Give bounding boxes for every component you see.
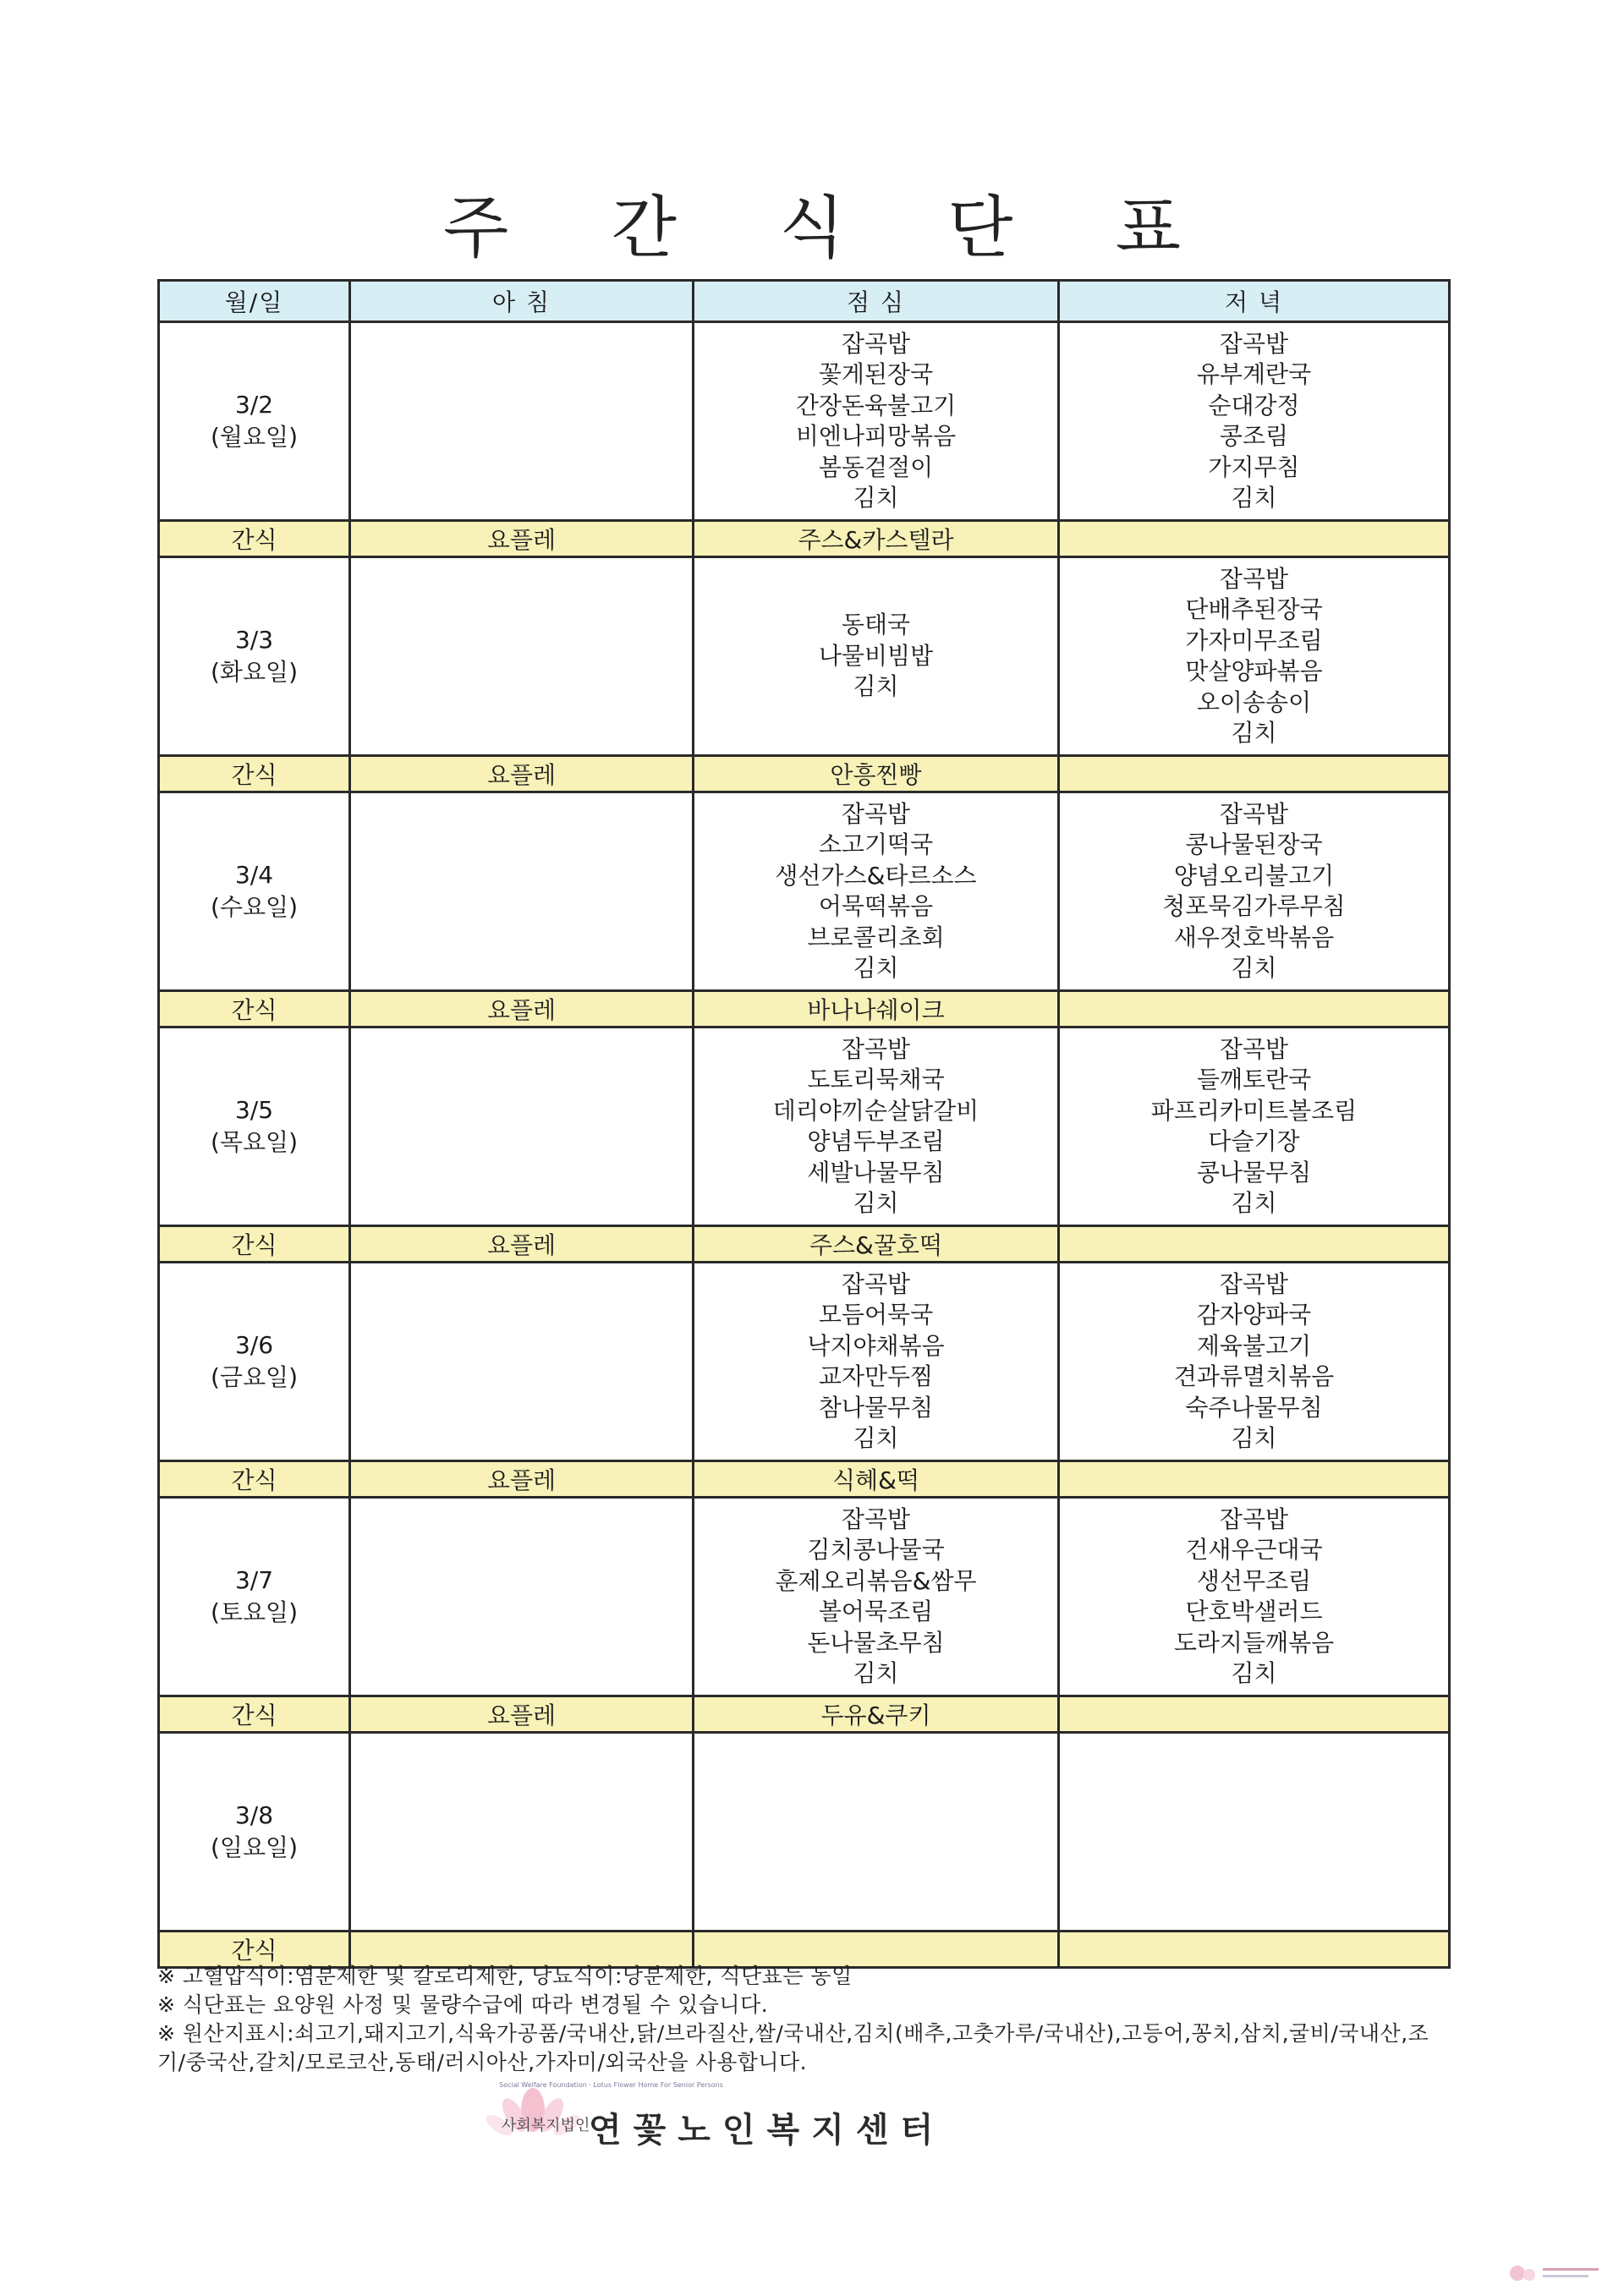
menu-item: 잡곡밥 bbox=[841, 1269, 911, 1298]
snack-label: 간식 bbox=[159, 1696, 350, 1733]
day-date: 3/2 bbox=[234, 391, 274, 419]
lunch-cell bbox=[694, 1027, 1059, 1226]
breakfast-cell bbox=[350, 1027, 694, 1226]
snack-row bbox=[159, 1226, 1450, 1263]
menu-item: 도토리묵채국 bbox=[807, 1066, 945, 1093]
menu-item: 모듬어묵국 bbox=[818, 1301, 934, 1329]
snack-row bbox=[159, 1696, 1450, 1733]
menu-item: 볼어묵조림 bbox=[818, 1597, 934, 1625]
menu-item: 잡곡밥 bbox=[1219, 329, 1289, 358]
menu-item: 김치 bbox=[853, 1189, 899, 1217]
lunch-cell bbox=[694, 1733, 1059, 1932]
dinner-cell bbox=[1059, 322, 1450, 521]
snack-afternoon: 안흥찐빵 bbox=[694, 756, 1059, 792]
day-date: 3/4 bbox=[234, 861, 274, 889]
menu-item: 오이송송이 bbox=[1196, 688, 1312, 716]
menu-item: 나물비빔밥 bbox=[818, 641, 934, 670]
snack-morning: 요플레 bbox=[350, 1226, 694, 1263]
menu-item: 김치 bbox=[853, 1424, 899, 1452]
menu-body bbox=[159, 322, 1450, 1968]
snack-label: 간식 bbox=[159, 1932, 350, 1968]
day-date: 3/6 bbox=[234, 1331, 274, 1359]
breakfast-cell bbox=[350, 557, 694, 756]
dinner-cell bbox=[1059, 1027, 1450, 1226]
menu-item: 돈나물초무침 bbox=[807, 1628, 945, 1657]
menu-item: 가자미무조림 bbox=[1185, 626, 1323, 655]
day-date-cell bbox=[159, 1733, 350, 1932]
breakfast-cell bbox=[350, 792, 694, 991]
menu-item: 브로콜리초회 bbox=[807, 923, 945, 951]
snack-row bbox=[159, 756, 1450, 792]
menu-item: 생선가스&타르소스 bbox=[775, 861, 977, 890]
menu-item: 잡곡밥 bbox=[1219, 1504, 1289, 1533]
day-weekday: (금요일) bbox=[211, 1363, 298, 1391]
menu-item: 감자양파국 bbox=[1196, 1301, 1312, 1329]
menu-item: 김치 bbox=[853, 954, 899, 982]
menu-item: 콩나물무침 bbox=[1196, 1158, 1312, 1186]
footer-logo bbox=[474, 2076, 1066, 2150]
snack-label: 간식 bbox=[159, 991, 350, 1027]
day-date: 3/7 bbox=[234, 1566, 274, 1594]
menu-item: 잡곡밥 bbox=[1219, 799, 1289, 828]
menu-item: 잡곡밥 bbox=[1219, 564, 1289, 593]
day-weekday: (수요일) bbox=[211, 893, 298, 921]
menu-item: 잡곡밥 bbox=[841, 329, 911, 358]
menu-item: 김치 bbox=[1231, 1659, 1277, 1687]
breakfast-cell bbox=[350, 1498, 694, 1696]
menu-item: 잡곡밥 bbox=[841, 799, 911, 828]
day-weekday: (일요일) bbox=[211, 1833, 298, 1861]
dinner-cell bbox=[1059, 1263, 1450, 1461]
weekly-menu-table bbox=[157, 279, 1451, 1969]
snack-morning: 요플레 bbox=[350, 1696, 694, 1733]
menu-item: 견과류멸치볶음 bbox=[1173, 1362, 1335, 1390]
footer-english-text: Social Welfare Foundation · Lotus Flower Home For Senior Persons bbox=[499, 2081, 723, 2089]
page-title: 주 간 식 단 표 bbox=[442, 189, 1222, 267]
snack-afternoon: 식혜&떡 bbox=[694, 1461, 1059, 1498]
snack-label: 간식 bbox=[159, 521, 350, 557]
menu-item: 낙지야채볶음 bbox=[807, 1331, 945, 1360]
day-row bbox=[159, 1498, 1450, 1696]
menu-item: 김치 bbox=[1231, 484, 1277, 512]
snack-morning: 요플레 bbox=[350, 521, 694, 557]
menu-item: 양념두부조림 bbox=[807, 1127, 945, 1155]
day-date: 3/3 bbox=[234, 626, 274, 654]
menu-item: 새우젓호박볶음 bbox=[1173, 923, 1335, 951]
menu-item: 훈제오리볶음&쌈무 bbox=[775, 1566, 977, 1595]
menu-item: 잡곡밥 bbox=[841, 1504, 911, 1533]
day-date-cell bbox=[159, 557, 350, 756]
dinner-cell bbox=[1059, 1733, 1450, 1932]
menu-item: 잡곡밥 bbox=[841, 1034, 911, 1063]
menu-item: 비엔나피망볶음 bbox=[795, 422, 957, 450]
snack-evening bbox=[1059, 1461, 1450, 1498]
menu-item: 들깨토란국 bbox=[1196, 1066, 1312, 1093]
snack-label: 간식 bbox=[159, 1226, 350, 1263]
menu-item: 건새우근대국 bbox=[1185, 1536, 1323, 1564]
snack-evening bbox=[1059, 1696, 1450, 1733]
menu-item: 동태국 bbox=[841, 611, 911, 639]
snack-morning: 요플레 bbox=[350, 991, 694, 1027]
menu-item: 양념오리불고기 bbox=[1173, 861, 1335, 890]
footer-org-name: 연꽃노인복지센터 bbox=[589, 2111, 946, 2150]
menu-item: 단호박샐러드 bbox=[1185, 1597, 1323, 1625]
menu-item: 콩나물된장국 bbox=[1185, 830, 1323, 858]
menu-item: 김치 bbox=[853, 1659, 899, 1687]
day-date-cell bbox=[159, 1263, 350, 1461]
menu-item: 숙주나물무침 bbox=[1185, 1393, 1323, 1422]
day-row bbox=[159, 557, 1450, 756]
snack-morning: 요플레 bbox=[350, 756, 694, 792]
day-date-cell bbox=[159, 322, 350, 521]
breakfast-cell bbox=[350, 322, 694, 521]
lunch-cell bbox=[694, 1263, 1059, 1461]
lunch-cell bbox=[694, 322, 1059, 521]
dinner-cell bbox=[1059, 557, 1450, 756]
header-lunch: 점 심 bbox=[694, 281, 1059, 322]
menu-item: 김치 bbox=[853, 672, 899, 701]
day-weekday: (월요일) bbox=[211, 423, 298, 451]
snack-afternoon: 주스&꿀호떡 bbox=[694, 1226, 1059, 1263]
snack-morning: 요플레 bbox=[350, 1461, 694, 1498]
menu-item: 교자만두찜 bbox=[818, 1362, 934, 1390]
day-weekday: (토요일) bbox=[211, 1598, 298, 1626]
breakfast-cell bbox=[350, 1263, 694, 1461]
menu-item: 순대강정 bbox=[1208, 391, 1300, 419]
menu-item: 생선무조림 bbox=[1196, 1566, 1312, 1595]
snack-afternoon: 바나나쉐이크 bbox=[694, 991, 1059, 1027]
corner-logo-icon bbox=[1506, 2258, 1607, 2288]
day-row bbox=[159, 1733, 1450, 1932]
menu-item: 제육불고기 bbox=[1196, 1331, 1312, 1360]
snack-row bbox=[159, 991, 1450, 1027]
lunch-cell bbox=[694, 792, 1059, 991]
header-dinner: 저 녁 bbox=[1059, 281, 1450, 322]
menu-item: 잡곡밥 bbox=[1219, 1034, 1289, 1063]
snack-evening bbox=[1059, 1226, 1450, 1263]
menu-item: 데리야끼순살닭갈비 bbox=[772, 1096, 979, 1125]
header-breakfast: 아 침 bbox=[350, 281, 694, 322]
menu-item: 김치 bbox=[1231, 954, 1277, 982]
menu-item: 도라지들깨볶음 bbox=[1173, 1628, 1335, 1657]
menu-item: 맛살양파볶음 bbox=[1185, 657, 1323, 685]
notes bbox=[157, 1962, 1448, 2077]
menu-item: 가지무침 bbox=[1208, 452, 1300, 481]
note-change: ※ 식단표는 요양원 사정 및 물량수급에 따라 변경될 수 있습니다. bbox=[157, 1992, 769, 2017]
menu-item: 유부계란국 bbox=[1196, 360, 1312, 388]
dinner-cell bbox=[1059, 792, 1450, 991]
snack-afternoon: 주스&카스텔라 bbox=[694, 521, 1059, 557]
menu-item: 김치 bbox=[853, 484, 899, 512]
menu-item: 김치 bbox=[1231, 1189, 1277, 1217]
lunch-cell bbox=[694, 1498, 1059, 1696]
snack-label: 간식 bbox=[159, 756, 350, 792]
dinner-cell bbox=[1059, 1498, 1450, 1696]
menu-item: 봄동겉절이 bbox=[818, 452, 934, 481]
menu-item: 단배추된장국 bbox=[1185, 595, 1323, 623]
day-date-cell bbox=[159, 1027, 350, 1226]
day-date-cell bbox=[159, 1498, 350, 1696]
header-date: 월/일 bbox=[159, 281, 350, 322]
menu-item: 소고기떡국 bbox=[818, 830, 934, 858]
day-date: 3/5 bbox=[234, 1096, 274, 1124]
snack-row bbox=[159, 521, 1450, 557]
menu-item: 어묵떡볶음 bbox=[818, 892, 934, 920]
menu-item: 잡곡밥 bbox=[1219, 1269, 1289, 1298]
snack-evening bbox=[1059, 756, 1450, 792]
snack-afternoon: 두유&쿠키 bbox=[694, 1696, 1059, 1733]
menu-item: 세발나물무침 bbox=[807, 1158, 945, 1186]
menu-item: 콩조림 bbox=[1219, 422, 1289, 450]
menu-item: 청포묵김가루무침 bbox=[1162, 892, 1346, 920]
day-row bbox=[159, 1263, 1450, 1461]
menu-item: 간장돈육불고기 bbox=[795, 391, 957, 419]
day-date: 3/8 bbox=[234, 1801, 274, 1829]
menu-item: 김치 bbox=[1231, 1424, 1277, 1452]
day-row bbox=[159, 792, 1450, 991]
day-date-cell bbox=[159, 792, 350, 991]
menu-item: 다슬기장 bbox=[1208, 1127, 1300, 1155]
menu-item: 김치 bbox=[1231, 719, 1277, 747]
menu-item: 꽃게된장국 bbox=[818, 360, 934, 388]
menu-item: 참나물무침 bbox=[818, 1393, 934, 1422]
footer-corp: 사회복지법인 bbox=[502, 2117, 590, 2134]
table-header-row bbox=[159, 281, 1450, 322]
menu-item: 김치콩나물국 bbox=[807, 1536, 945, 1564]
day-weekday: (화요일) bbox=[211, 658, 298, 686]
note-origin: ※ 원산지표시:쇠고기,돼지고기,식육가공품/국내산,닭/브라질산,쌀/국내산,김치(배추,고춧가루/국내산),고등어,꽁치,삼치,굴비/국내산,조기/중국산,갈치/모로코산,동태/러시아산,가자미/외국산을 사용합니다. bbox=[157, 2021, 1429, 2074]
snack-row bbox=[159, 1461, 1450, 1498]
day-weekday: (목요일) bbox=[211, 1128, 298, 1156]
snack-evening bbox=[1059, 521, 1450, 557]
lunch-cell bbox=[694, 557, 1059, 756]
day-row bbox=[159, 322, 1450, 521]
day-row bbox=[159, 1027, 1450, 1226]
note-diet: ※ 고혈압식이:염분제한 및 칼로리제한, 당뇨식이:당분제한, 식단표는 동일 bbox=[157, 1964, 853, 1988]
snack-label: 간식 bbox=[159, 1461, 350, 1498]
snack-evening bbox=[1059, 991, 1450, 1027]
menu-item: 파프리카미트볼조림 bbox=[1150, 1096, 1358, 1125]
breakfast-cell bbox=[350, 1733, 694, 1932]
